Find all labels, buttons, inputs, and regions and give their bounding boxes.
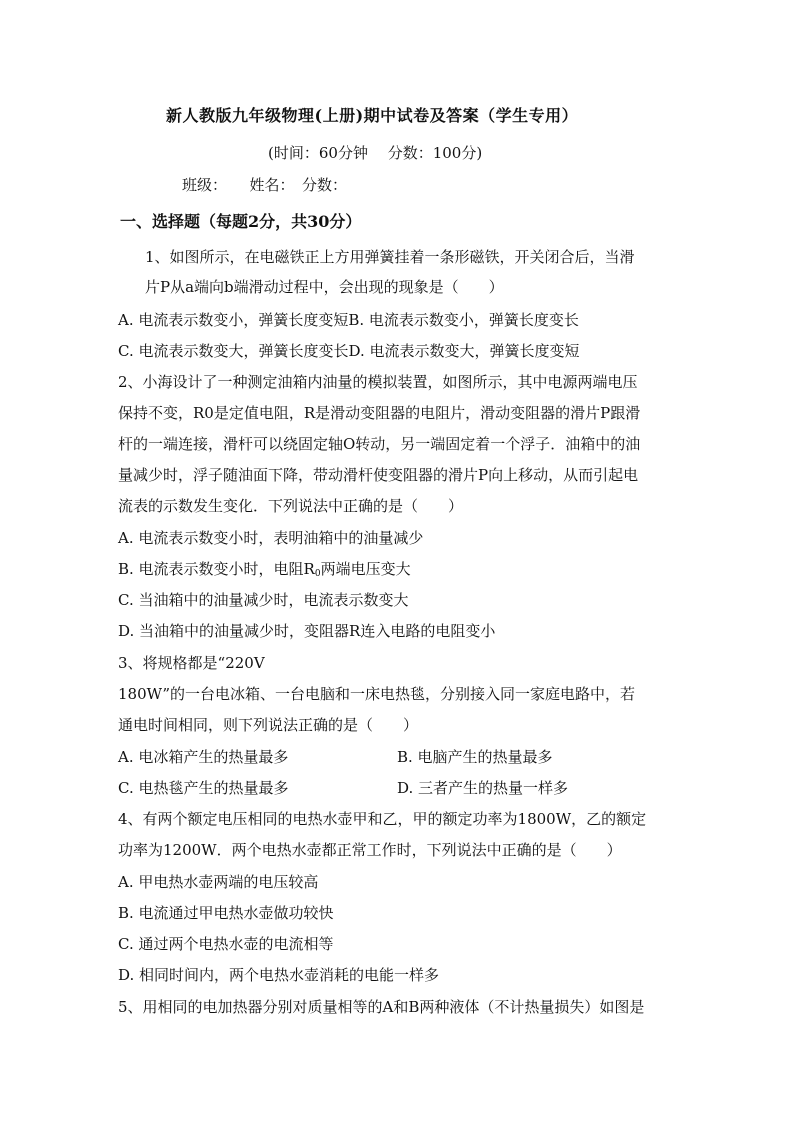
q1-options-ab: A. 电流表示数变小，弹簧长度变短B. 电流表示数变小，弹簧长度变长 (118, 311, 579, 329)
q4-option-c: C. 通过两个电热水壶的电流相等 (118, 935, 334, 953)
q3-option-a: A. 电冰箱产生的热量最多 (118, 748, 289, 766)
document-title: 新人教版九年级物理(上册)期中试卷及答案（学生专用） (166, 106, 579, 125)
q3-option-d: D. 三者产生的热量一样多 (397, 779, 569, 797)
exam-info: (时间：60分钟 分数：100分) (268, 144, 483, 162)
q2-stem-line1: 2、小海设计了一种测定油箱内油量的模拟装置，如图所示，其中电源两端电压 (118, 373, 638, 391)
q1-stem-line1: 1、如图所示，在电磁铁正上方用弹簧挂着一条形磁铁，开关闭合后，当滑 (145, 248, 635, 266)
section-heading-choice: 一、选择题（每题2分，共30分） (120, 212, 362, 231)
q2-stem-line3: 杆的一端连接，滑杆可以绕固定轴O转动，另一端固定着一个浮子．油箱中的油 (118, 435, 641, 453)
q2-stem-line4: 量减少时，浮子随油面下降，带动滑杆使变阻器的滑片P向上移动，从而引起电 (118, 466, 639, 484)
q4-option-a: A. 甲电热水壶两端的电压较高 (118, 873, 319, 891)
q2-stem-line5: 流表的示数发生变化．下列说法中正确的是（ ） (118, 497, 464, 515)
q1-options-cd: C. 电流表示数变大，弹簧长度变长D. 电流表示数变大，弹簧长度变短 (118, 342, 580, 360)
q2-option-a: A. 电流表示数变小时，表明油箱中的油量减少 (118, 529, 424, 547)
q5-stem-line1: 5、用相同的电加热器分别对质量相等的A和B两种液体（不计热量损失）如图是 (118, 998, 645, 1016)
q1-stem-line2: 片P从a端向b端滑动过程中，会出现的现象是（ ） (145, 278, 504, 296)
q4-stem-line2: 功率为1200W．两个电热水壶都正常工作时，下列说法中正确的是（ ） (118, 841, 622, 859)
q3-stem-line2: 180W”的一台电冰箱、一台电脑和一床电热毯，分别接入同一家庭电路中，若 (118, 685, 635, 703)
q3-stem-line1: 3、将规格都是“220V (118, 654, 265, 672)
q3-option-c: C. 电热毯产生的热量最多 (118, 779, 289, 797)
q4-option-d: D. 相同时间内，两个电热水壶消耗的电能一样多 (118, 966, 440, 984)
q2-option-c: C. 当油箱中的油量减少时，电流表示数变大 (118, 591, 409, 609)
q2-option-b-subscript: 0 (314, 569, 321, 579)
q2-option-b (118, 559, 411, 584)
q2-option-b-pre: B. 电流表示数变小时，电阻R (118, 560, 315, 578)
q3-option-b: B. 电脑产生的热量最多 (397, 748, 553, 766)
q2-option-d: D. 当油箱中的油量减少时，变阻器R连入电路的电阻变小 (118, 622, 496, 640)
q3-stem-line3: 通电时间相同，则下列说法正确的是（ ） (118, 716, 419, 734)
q2-stem-line2: 保持不变，R0是定值电阻，R是滑动变阻器的电阻片，滑动变阻器的滑片P跟滑 (118, 404, 641, 422)
q4-option-b: B. 电流通过甲电热水壶做功较快 (118, 904, 334, 922)
student-fields: 班级： 姓名： 分数： (182, 176, 348, 194)
q4-stem-line1: 4、有两个额定电压相同的电热水壶甲和乙，甲的额定功率为1800W，乙的额定 (118, 810, 647, 828)
q2-option-b-post: 两端电压变大 (320, 560, 411, 578)
